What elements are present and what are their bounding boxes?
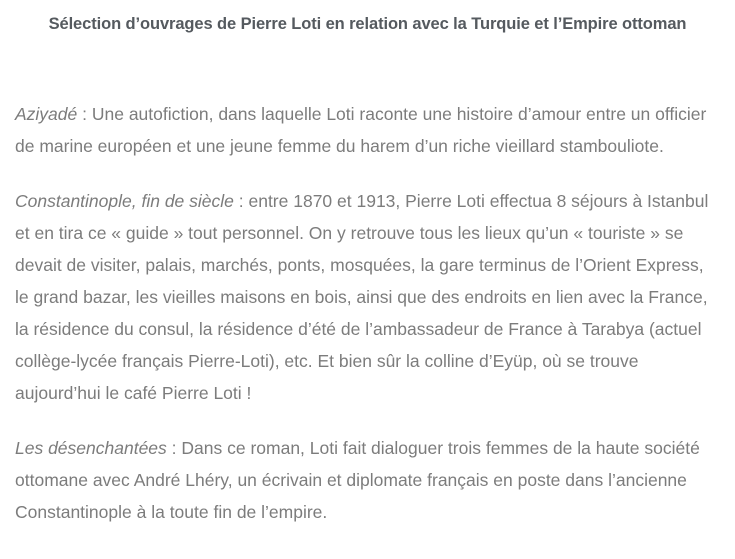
book-title-desenchantees: Les désenchantées: [15, 438, 167, 458]
article-content: [15, 98, 720, 528]
colon-separator: :: [166, 438, 182, 458]
paragraph-text: entre 1870 et 1913, Pierre Loti effectua 8 séjours à Istanbul et en tira ce « guide » tout personnel. On y retrouve tous les lieux qu’un « touriste » se devait de visiter, palais, marchés, ponts, mosquées, la gare terminus de l’Orient Express, le grand bazar, les vieilles maisons en bois, ainsi que des endroits en lien avec la France, la résidence du consul, la résidence d’été de l’ambassadeur de France à Tarabya (actuel collège-lycée français Pierre-Loti), etc. Et bien sûr la colline d’Eyüp, où se trouve aujourd’hui le café Pierre Loti !: [15, 191, 709, 403]
paragraph-desenchantees: [15, 432, 720, 528]
paragraph-text: Dans ce roman, Loti fait dialoguer trois femmes de la haute société ottomane avec André Lhéry, un écrivain et diplomate français en poste dans l’ancienne Constantinople à la toute fin de l’empire.: [15, 438, 700, 522]
book-title-constantinople: Constantinople, fin de siècle: [15, 191, 234, 211]
paragraph-text: Une autofiction, dans laquelle Loti raconte une histoire d’amour entre un officier de marine européen et une jeune femme du harem d’un riche vieillard stambouliote.: [15, 104, 707, 156]
paragraph-aziyade: [15, 98, 720, 162]
colon-separator: :: [233, 191, 249, 211]
colon-separator: :: [77, 104, 92, 124]
book-title-aziyade: Aziyadé: [15, 104, 78, 124]
page-title: Sélection d’ouvrages de Pierre Loti en relation avec la Turquie et l’Empire ottoman: [48, 15, 687, 33]
paragraph-constantinople: [15, 185, 720, 409]
